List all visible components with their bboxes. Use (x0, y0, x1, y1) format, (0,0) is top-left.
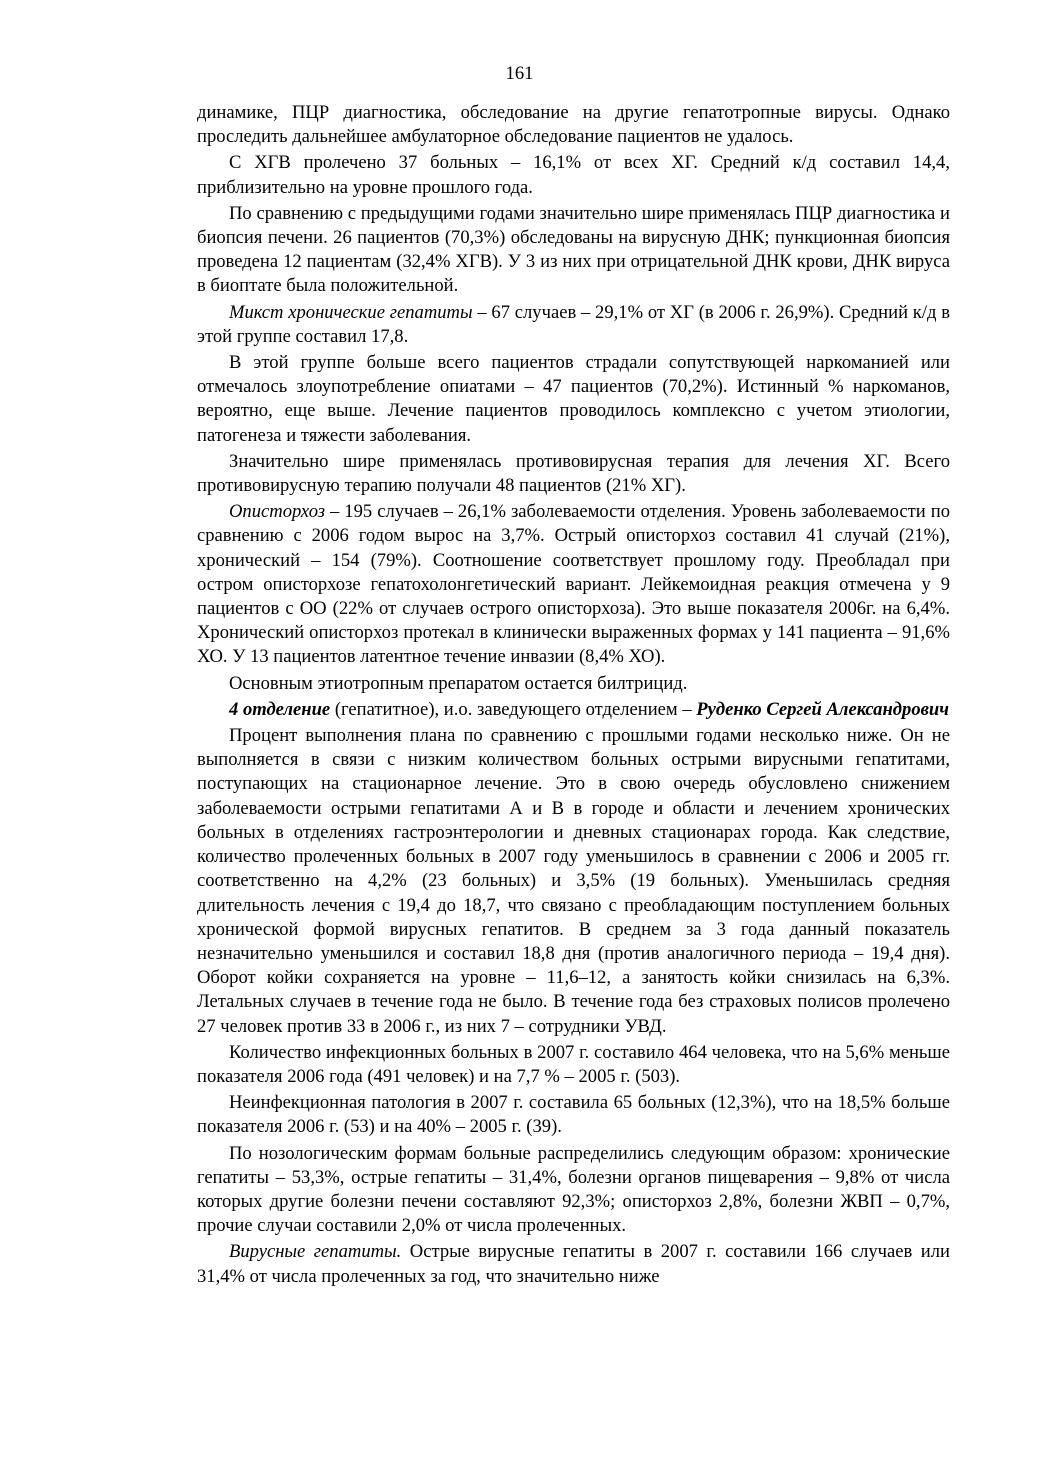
paragraph-infectious-count: Количество инфекционных больных в 2007 г. составило 464 человека, что на 5,6% меньше показателя 2006 года (491 человек) и на 7,7 % – 2005 г. (503). (197, 1041, 950, 1087)
paragraph-opisthorchiasis: Описторхоз – 195 случаев – 26,1% заболеваемости отделения. Уровень заболеваемости по сравнению с 2006 годом вырос на 3,7%. Острый описторхоз составил 41 случай (21%), хронический – 154 (79%). Соотношение соответствует прошлому году. Преобладал при остром описторхозе гепатохолонгетический вариант. Лейкемоидная реакция отмечена у 9 пациентов с ОО (22% от случаев острого описторхоза). Это выше показателя 2006г. на 6,4%. Хронический описторхоз протекал в клинически выраженных формах у 141 пациента – 91,6% ХО. У 13 пациентов латентное течение инвазии (8,4% ХО). (197, 501, 950, 668)
paragraph-plan-performance: Процент выполнения плана по сравнению с прошлыми годами несколько ниже. Он не выполняется в связи с низким количеством больных острыми вирусными гепатитами, поступающих на стационарное лечение. Это в свою очередь обусловлено снижением заболеваемости острыми гепатитами А и В в городе и области и лечением хронических больных в отделениях гастроэнтерологии и дневных стационарах города. Как следствие, количество пролеченных больных в 2007 году уменьшилось в сравнении с 2006 и 2005 гг. соответственно на 4,2% (23 больных) и 3,5% (19 больных). Уменьшилась средняя длительность лечения с 19,4 до 18,7, что связано с преобладающим поступлением больных хронической формой вирусных гепатитов. В среднем за 3 года данный показатель незначительно уменьшился и составил 18,8 дня (против аналогичного периода – 19,4 дня). Оборот койки сохраняется на уровне – 11,6–12, а занятость койки снизилась на 6,3%. Летальных случаев в течение года не было. В течение года без страховых полисов пролечено 27 человек против 33 в 2006 г., из них 7 – сотрудники УВД. (197, 725, 950, 1037)
paragraph-nosology: По нозологическим формам больные распределились следующим образом: хронические гепатиты – 53,3%, острые гепатиты – 31,4%, болезни органов пищеварения – 9,8% от числа которых другие болезни печени составляют 92,3%; описторхоз 2,8%, болезни ЖВП – 0,7%, прочие случаи составили 2,0% от числа пролеченных. (197, 1142, 950, 1237)
department-title: 4 отделение (229, 698, 331, 720)
paragraph-viral-hepatitis: Вирусные гепатиты. Острые вирусные гепатиты в 2007 г. составили 166 случаев или 31,4% от числа пролеченных за год, что значительно ниже (197, 1241, 950, 1287)
paragraph-continuation: динамике, ПЦР диагностика, обследование на другие гепатотропные вирусы. Однако проследить дальнейшее амбулаторное обследование пациентов не удалось. (197, 102, 950, 148)
department-head-name: Руденко Сергей Александрович (696, 698, 950, 720)
paragraph-department-heading: 4 отделение (гепатитное), и.о. заведующего отделением – Руденко Сергей Александрович (229, 698, 950, 720)
paragraph-noninfectious: Неинфекционная патология в 2007 г. составила 65 больных (12,3%), что на 18,5% больше показателя 2006 г. (53) и на 40% – 2005 г. (39). (197, 1092, 950, 1138)
italic-lead: Вирусные гепатиты. (229, 1241, 402, 1263)
paragraph-pcr-biopsy: По сравнению с предыдущими годами значительно шире применялась ПЦР диагностика и биопсия печени. 26 пациентов (70,3%) обследованы на вирусную ДНК; пункционная биопсия проведена 12 пациентам (32,4% ХГВ). У 3 из них при отрицательной ДНК крови, ДНК вируса в биоптате была положительной. (197, 202, 950, 297)
italic-lead: Описторхоз (229, 501, 326, 523)
document-body (197, 101, 950, 1291)
paragraph-hgv: С ХГВ пролечено 37 больных – 16,1% от всех ХГ. Средний к/д составил 14,4, приблизительно на уровне прошлого года. (197, 152, 950, 198)
paragraph-mixed-hepatitis: Микст хронические гепатиты – 67 случаев – 29,1% от ХГ (в 2006 г. 26,9%). Средний к/д в этой группе составил 17,8. (197, 301, 950, 347)
page-number: 161 (505, 63, 534, 84)
paragraph-addiction: В этой группе больше всего пациентов страдали сопутствующей наркоманией или отмечалось злоупотребление опиатами – 47 пациентов (70,2%). Истинный % наркоманов, вероятно, еще выше. Лечение пациентов проводилось комплексно с учетом этиологии, патогенеза и тяжести заболевания. (197, 352, 950, 446)
italic-lead: Микст хронические гепатиты (229, 301, 473, 323)
paragraph-biltricide: Основным этиотропным препаратом остается билтрицид. (229, 672, 688, 694)
paragraph-antiviral: Значительно шире применялась противовирусная терапия для лечения ХГ. Всего противовирусную терапию получали 48 пациентов (21% ХГ). (197, 450, 950, 497)
